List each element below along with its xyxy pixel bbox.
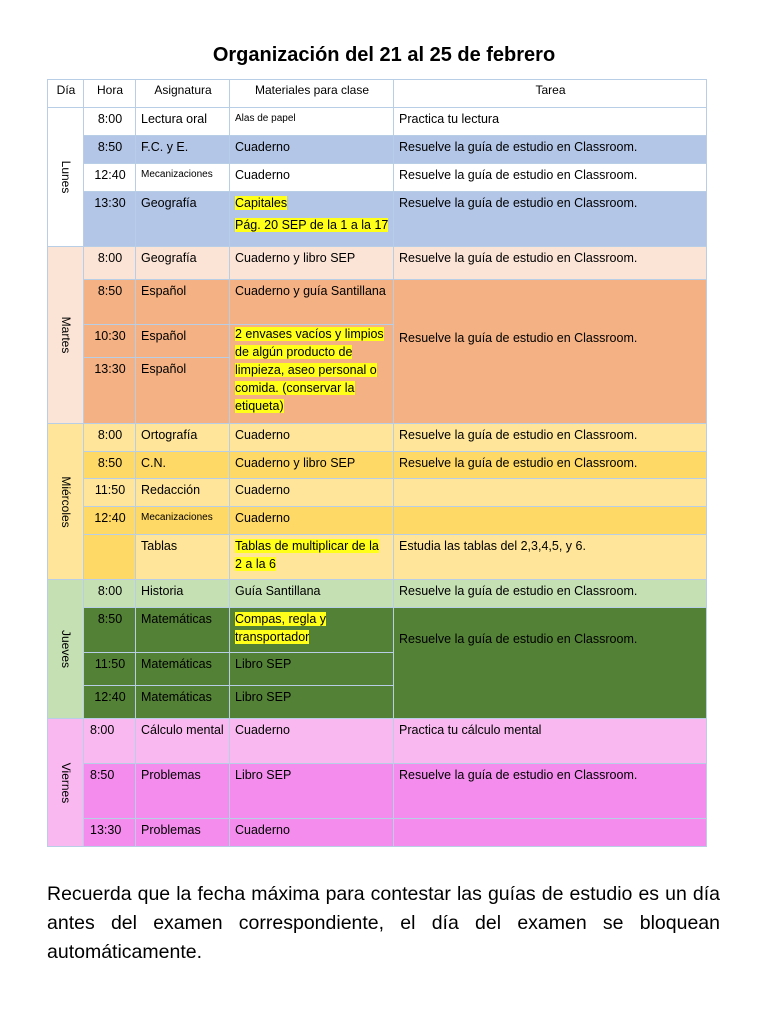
hora-cell: 10:30 bbox=[84, 325, 136, 358]
highlighted-text: Tablas de multiplicar de la 2 a la 6 bbox=[235, 539, 379, 571]
asignatura-cell: Redacción bbox=[136, 479, 230, 507]
day-label: Martes bbox=[58, 316, 73, 354]
header-row bbox=[48, 80, 707, 108]
highlighted-text: 2 envases vacíos y limpios de algún producto de limpieza, aseo personal o comida. (conservar la etiqueta) bbox=[235, 327, 384, 413]
materiales-cell bbox=[230, 608, 394, 653]
tarea-cell: Resuelve la guía de estudio en Classroom. bbox=[394, 580, 707, 608]
day-label: Jueves bbox=[58, 629, 73, 669]
header-tarea: Tarea bbox=[394, 80, 707, 108]
materiales-cell: Cuaderno bbox=[230, 819, 394, 847]
hora-cell: 13:30 bbox=[84, 819, 136, 847]
asignatura-cell: Mecanizaciones bbox=[136, 164, 230, 192]
table-row bbox=[48, 764, 707, 819]
tarea-cell: Resuelve la guía de estudio en Classroom. bbox=[394, 424, 707, 452]
day-label: Lunes bbox=[58, 160, 73, 194]
table-row bbox=[48, 819, 707, 847]
hora-cell: 13:30 bbox=[84, 358, 136, 424]
materiales-cell: Cuaderno bbox=[230, 424, 394, 452]
tarea-cell: Practica tu cálculo mental bbox=[394, 719, 707, 764]
hora-cell: 8:50 bbox=[84, 452, 136, 479]
table-row bbox=[48, 280, 707, 325]
day-cell-miercoles bbox=[48, 424, 84, 580]
materiales-cell bbox=[230, 535, 394, 580]
materiales-cell bbox=[230, 192, 394, 247]
table-row bbox=[48, 247, 707, 280]
tarea-cell: Resuelve la guía de estudio en Classroom. bbox=[394, 247, 707, 280]
hora-cell: 8:00 bbox=[84, 108, 136, 136]
asignatura-cell: Español bbox=[136, 358, 230, 424]
tarea-cell: Resuelve la guía de estudio en Classroom. bbox=[394, 608, 707, 719]
hora-cell: 13:30 bbox=[84, 192, 136, 247]
tarea-cell: Estudia las tablas del 2,3,4,5, y 6. bbox=[394, 535, 707, 580]
hora-cell: 12:40 bbox=[84, 507, 136, 535]
asignatura-cell: Cálculo mental bbox=[136, 719, 230, 764]
tarea-cell: Resuelve la guía de estudio en Classroom. bbox=[394, 192, 707, 247]
materiales-cell: Cuaderno bbox=[230, 719, 394, 764]
asignatura-cell: F.C. y E. bbox=[136, 136, 230, 164]
tarea-cell bbox=[394, 819, 707, 847]
header-asignatura: Asignatura bbox=[136, 80, 230, 108]
page-title: Organización del 21 al 25 de febrero bbox=[212, 44, 556, 66]
day-cell-jueves bbox=[48, 580, 84, 719]
day-cell-martes bbox=[48, 247, 84, 424]
tarea-cell: Resuelve la guía de estudio en Classroom. bbox=[394, 280, 707, 424]
materiales-cell bbox=[230, 325, 394, 424]
hora-cell: 11:50 bbox=[84, 653, 136, 686]
materiales-cell: Cuaderno bbox=[230, 479, 394, 507]
materiales-cell: Libro SEP bbox=[230, 686, 394, 719]
table-row bbox=[48, 424, 707, 452]
table-row bbox=[48, 452, 707, 479]
tarea-cell: Practica tu lectura bbox=[394, 108, 707, 136]
table-row bbox=[48, 136, 707, 164]
asignatura-cell: Español bbox=[136, 280, 230, 325]
hora-cell: 8:00 bbox=[84, 719, 136, 764]
hora-cell: 8:50 bbox=[84, 280, 136, 325]
asignatura-cell: C.N. bbox=[136, 452, 230, 479]
tarea-cell: Resuelve la guía de estudio en Classroom. bbox=[394, 452, 707, 479]
asignatura-cell: Matemáticas bbox=[136, 686, 230, 719]
asignatura-cell: Matemáticas bbox=[136, 653, 230, 686]
tarea-cell: Resuelve la guía de estudio en Classroom. bbox=[394, 164, 707, 192]
asignatura-cell: Matemáticas bbox=[136, 608, 230, 653]
table-row bbox=[48, 192, 707, 247]
header-materiales: Materiales para clase bbox=[230, 80, 394, 108]
asignatura-cell: Español bbox=[136, 325, 230, 358]
materiales-cell: Cuaderno y guía Santillana bbox=[230, 280, 394, 325]
materiales-cell: Libro SEP bbox=[230, 653, 394, 686]
day-cell-viernes bbox=[48, 719, 84, 847]
materiales-cell: Cuaderno bbox=[230, 507, 394, 535]
hora-cell: 8:50 bbox=[84, 136, 136, 164]
materiales-cell: Cuaderno y libro SEP bbox=[230, 247, 394, 280]
asignatura-cell: Tablas bbox=[136, 535, 230, 580]
table-row bbox=[48, 580, 707, 608]
table-row bbox=[48, 479, 707, 507]
highlighted-text: Capitales bbox=[235, 196, 288, 210]
materiales-cell: Libro SEP bbox=[230, 764, 394, 819]
table-row bbox=[48, 164, 707, 192]
hora-cell: 8:00 bbox=[84, 580, 136, 608]
schedule-table bbox=[47, 79, 707, 847]
materiales-cell: Alas de papel bbox=[230, 108, 394, 136]
hora-cell: 11:50 bbox=[84, 479, 136, 507]
asignatura-cell: Historia bbox=[136, 580, 230, 608]
header-hora: Hora bbox=[84, 80, 136, 108]
table-row bbox=[48, 719, 707, 764]
hora-cell: 8:00 bbox=[84, 247, 136, 280]
asignatura-cell: Lectura oral bbox=[136, 108, 230, 136]
footer-note: Recuerda que la fecha máxima para contestar las guías de estudio es un día antes del examen correspondiente, el día del examen se bloquean automáticamente. bbox=[47, 883, 720, 963]
materiales-cell: Cuaderno y libro SEP bbox=[230, 452, 394, 479]
materiales-cell: Guía Santillana bbox=[230, 580, 394, 608]
hora-cell: 8:50 bbox=[84, 608, 136, 653]
tarea-cell bbox=[394, 507, 707, 535]
tarea-cell: Resuelve la guía de estudio en Classroom. bbox=[394, 136, 707, 164]
hora-cell: 12:40 bbox=[84, 686, 136, 719]
hora-cell: 8:50 bbox=[84, 764, 136, 819]
tarea-cell bbox=[394, 479, 707, 507]
day-cell-lunes bbox=[48, 108, 84, 247]
highlighted-text: Compas, regla y transportador bbox=[235, 612, 327, 644]
hora-cell: 12:40 bbox=[84, 164, 136, 192]
materiales-cell: Cuaderno bbox=[230, 164, 394, 192]
asignatura-cell: Ortografía bbox=[136, 424, 230, 452]
table-row bbox=[48, 535, 707, 580]
asignatura-cell: Problemas bbox=[136, 764, 230, 819]
header-dia: Día bbox=[48, 80, 84, 108]
asignatura-cell: Mecanizaciones bbox=[136, 507, 230, 535]
asignatura-cell: Problemas bbox=[136, 819, 230, 847]
table-row bbox=[48, 507, 707, 535]
hora-cell: 8:00 bbox=[84, 424, 136, 452]
materiales-cell: Cuaderno bbox=[230, 136, 394, 164]
table-row bbox=[48, 108, 707, 136]
tarea-cell: Resuelve la guía de estudio en Classroom. bbox=[394, 764, 707, 819]
table-row bbox=[48, 608, 707, 653]
day-label: Viernes bbox=[58, 762, 73, 803]
asignatura-cell: Geografía bbox=[136, 192, 230, 247]
asignatura-cell: Geografía bbox=[136, 247, 230, 280]
highlighted-text: Pág. 20 SEP de la 1 a la 17 bbox=[235, 218, 389, 232]
day-label: Miércoles bbox=[58, 475, 73, 528]
hora-cell bbox=[84, 535, 136, 580]
